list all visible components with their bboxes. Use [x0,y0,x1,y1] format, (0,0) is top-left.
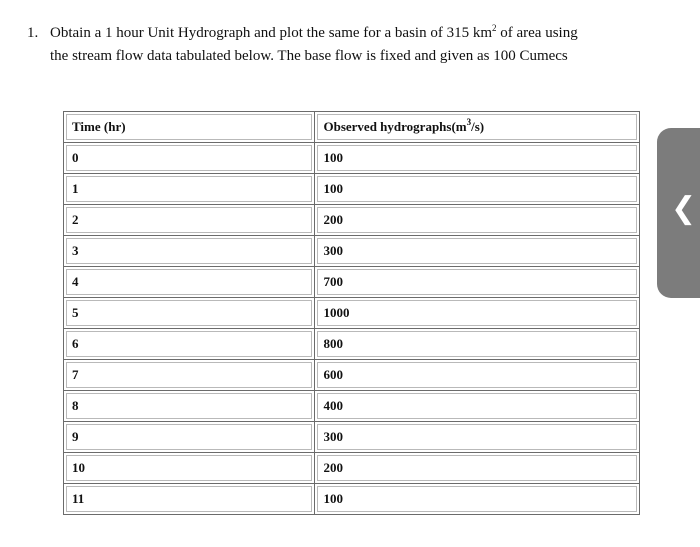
flow-cell [315,298,640,329]
time-cell [64,174,315,205]
flow-value: 100 [317,145,637,171]
table-row [64,484,640,515]
time-value: 3 [66,238,312,264]
flow-cell [315,205,640,236]
question-line-1 [50,22,650,45]
header-time [64,112,315,143]
flow-value: 100 [317,486,637,512]
table-row [64,236,640,267]
side-panel-handle[interactable] [657,128,700,298]
table-row [64,174,640,205]
time-value: 6 [66,331,312,357]
time-cell [64,360,315,391]
flow-cell [315,360,640,391]
flow-value: 400 [317,393,637,419]
time-value: 5 [66,300,312,326]
table-row [64,391,640,422]
time-value: 4 [66,269,312,295]
header-flow-tail: /s) [471,119,485,134]
time-value: 11 [66,486,312,512]
table-row [64,298,640,329]
flow-cell [315,143,640,174]
flow-value: 200 [317,455,637,481]
flow-value: 300 [317,424,637,450]
time-cell [64,453,315,484]
flow-value: 1000 [317,300,637,326]
header-flow-superscript: 3 [466,117,472,127]
time-value: 2 [66,207,312,233]
flow-cell [315,453,640,484]
time-cell [64,205,315,236]
question-line-1-text: Obtain a 1 hour Unit Hydrograph and plot the same for a basin of 315 km [50,25,492,41]
time-cell [64,267,315,298]
chevron-left-icon: ❮ [671,191,697,226]
flow-value: 600 [317,362,637,388]
time-cell [64,422,315,453]
time-value: 8 [66,393,312,419]
table-header-row [64,112,640,143]
flow-cell [315,391,640,422]
question-line-2: the stream flow data tabulated below. The base flow is fixed and given as 100 Cumecs [50,48,568,64]
flow-value: 100 [317,176,637,202]
table-row [64,453,640,484]
flow-cell [315,236,640,267]
question-body [50,22,650,68]
time-value: 1 [66,176,312,202]
table-row [64,143,640,174]
time-value: 9 [66,424,312,450]
question-number: 1. [27,25,39,41]
table-row [64,267,640,298]
time-cell [64,236,315,267]
area-unit-superscript: 2 [492,23,497,33]
flow-cell [315,329,640,360]
time-cell [64,391,315,422]
flow-cell [315,174,640,205]
flow-value: 700 [317,269,637,295]
time-cell [64,329,315,360]
flow-cell [315,267,640,298]
time-value: 10 [66,455,312,481]
flow-value: 300 [317,238,637,264]
flow-cell [315,484,640,515]
flow-value: 200 [317,207,637,233]
flow-value: 800 [317,331,637,357]
hydrograph-table [63,111,640,515]
time-cell [64,298,315,329]
header-flow [315,112,640,143]
table-row [64,329,640,360]
time-cell [64,484,315,515]
table-row [64,205,640,236]
time-value: 7 [66,362,312,388]
header-time-label: Time (hr) [66,114,312,140]
flow-cell [315,422,640,453]
time-cell [64,143,315,174]
table-row [64,422,640,453]
table-row [64,360,640,391]
header-flow-text: Observed hydrographs(m [323,119,467,134]
question-line-1-tail: of area using [496,25,578,41]
time-value: 0 [66,145,312,171]
header-flow-label [317,114,637,140]
